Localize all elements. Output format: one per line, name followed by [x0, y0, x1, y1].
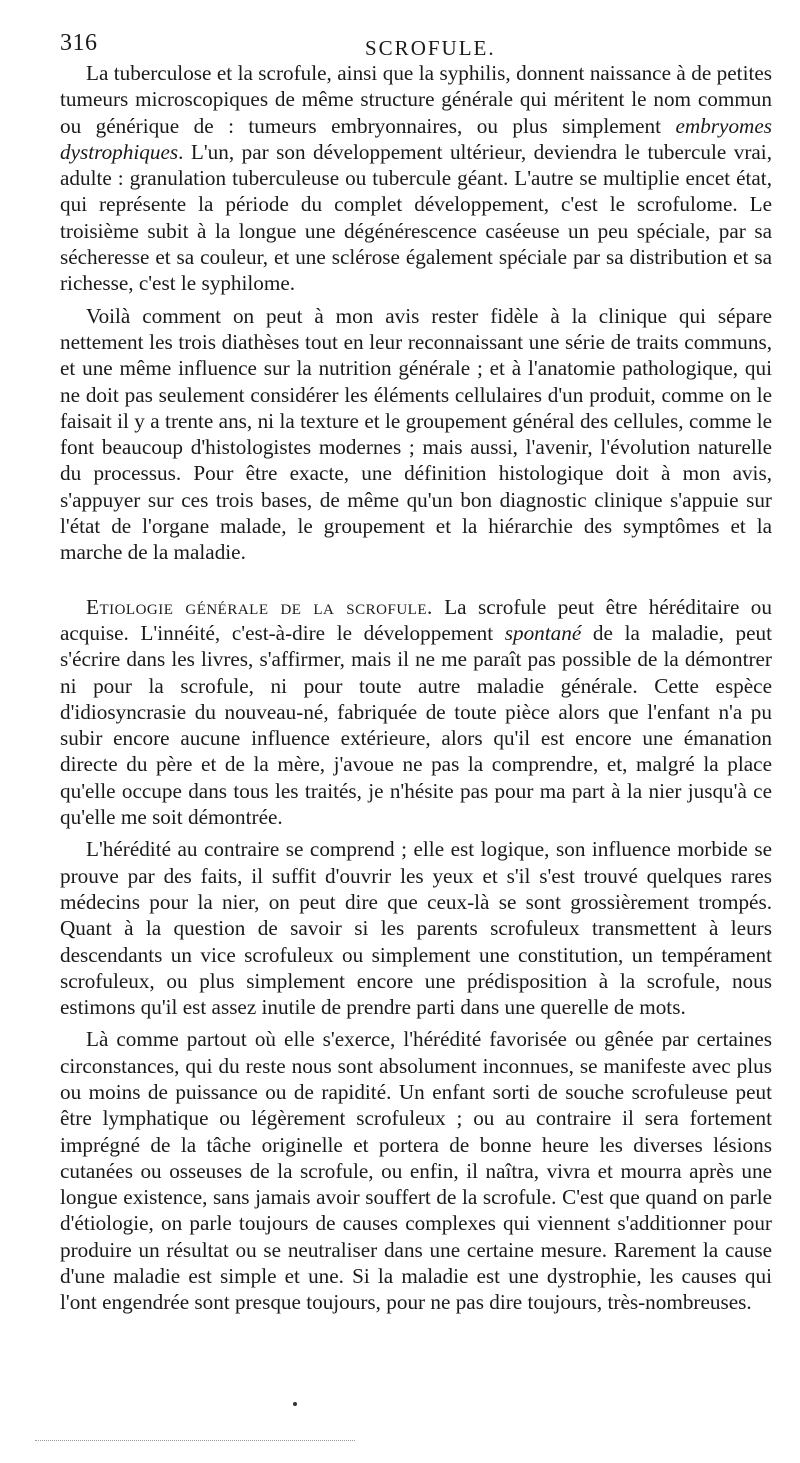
paragraph-tumors	[60, 60, 772, 297]
page-body	[60, 60, 772, 1322]
paragraph-text: . L'un, par son développement ultérieur, deviendra le tubercule vrai, adulte : granulation tuberculeuse ou tubercule géant. L'autre se multiplie encet état, qui représente la période du complet développement, c'est le scrofulome. Le troisième subit à la longue une dégénérescence caséeuse un peu spéciale, par sa sécheresse et sa couleur, et une sclérose également spéciale par sa distribution et sa richesse, c'est le syphilome.	[60, 139, 772, 296]
ink-dot	[293, 1402, 297, 1406]
italic-term: spontané	[504, 620, 582, 645]
paragraph-etiology	[60, 594, 772, 831]
paragraph-text: de la maladie, peut s'écrire dans les livres, s'affirmer, mais il ne me paraît pas possible de la démontrer ni pour la scrofule, ni pour toute autre maladie générale. Cette espèce d'idiosyncrasie du nouveau-né, fabriquée de toute pièce alors que l'enfant n'a pu subir encore aucune influence extérieure, alors qu'il est encore une émanation directe du père et de la mère, j'avoue ne pas la comprendre, et, malgré la place qu'elle occupe dans tous les traités, je n'hésite pas pour ma part à la nier jusqu'à ce qu'elle me soit démontrée.	[60, 620, 772, 830]
paragraph-heredity: L'hérédité au contraire se comprend ; elle est logique, son influence morbide se prouve par des faits, il suffit d'ouvrir les yeux et s'il s'est trouvé quelques rares médecins pour la nier, on peut dire que ceux-là se sont grossièrement trompés. Quant à la question de savoir si les parents scrofuleux transmettent à leurs descendants un vice scrofuleux ou simplement une constitution, un tempérament scrofuleux, ou plus simplement encore une prédisposition à la scrofule, nous estimons qu'il est assez inutile de prendre parti dans une querelle de mots.	[60, 837, 772, 1020]
paragraph-text: La scrofule peut être héréditaire ou acquise. L'innéité, c'est-à-dire le développement	[60, 594, 772, 645]
page-header	[60, 26, 760, 60]
running-title: SCROFULE.	[365, 36, 496, 60]
italic-term: embryomes dystrophiques	[60, 113, 772, 164]
section-heading: Etiologie générale de la scrofule.	[86, 594, 433, 619]
paragraph-circumstances: Là comme partout où elle s'exerce, l'hérédité favorisée ou gênée par certaines circonstances, qui du reste nous sont absolument inconnues, se manifeste avec plus ou moins de puissance ou de rapidité. Un enfant sorti de souche scrofuleuse peut être lymphatique ou légèrement scrofuleux ; ou au contraire il sera fortement imprégné de la tâche originelle et portera de bonne heure les diverses lésions cutanées ou osseuses de la scrofule, ou enfin, il naîtra, vivra et mourra après une longue existence, sans jamais avoir souffert de la scrofule. C'est que quand on parle d'étiologie, on parle toujours de causes complexes qui viennent s'additionner pour produire un résultat ou se neutraliser dans une certaine mesure. Rarement la cause d'une maladie est simple et une. Si la maladie est une dystrophie, les causes qui l'ont engendrée sont presque toujours, pour ne pas dire toujours, très-nombreuses.	[60, 1027, 772, 1315]
section-gap	[60, 572, 772, 594]
page-number: 316	[60, 30, 98, 56]
paragraph-text: La tuberculose et la scrofule, ainsi que la syphilis, donnent naissance à de petites tumeurs microscopiques de même structure générale qui méritent le nom commun ou générique de : tumeurs embryonnaires, ou plus simplement	[60, 61, 772, 138]
paragraph-clinic: Voilà comment on peut à mon avis rester fidèle à la clinique qui sépare nettement les trois diathèses tout en leur reconnaissant une série de traits communs, et une même influence sur la nutrition générale ; et à l'anatomie pathologique, qui ne doit pas seulement considérer les éléments cellulaires d'un produit, comme on le faisait il y a trente ans, ni la texture et le groupement général des cellules, comme le font beaucoup d'histologistes modernes ; mais aussi, l'avenir, l'évolution naturelle du processus. Pour être exacte, une définition histologique doit à mon avis, s'appuyer sur ces trois bases, de même qu'un bon diagnostic clinique s'appuie sur l'état de l'organe malade, le groupement et la hiérarchie des symptômes et la marche de la maladie.	[60, 303, 772, 565]
footer-rule	[35, 1440, 355, 1441]
